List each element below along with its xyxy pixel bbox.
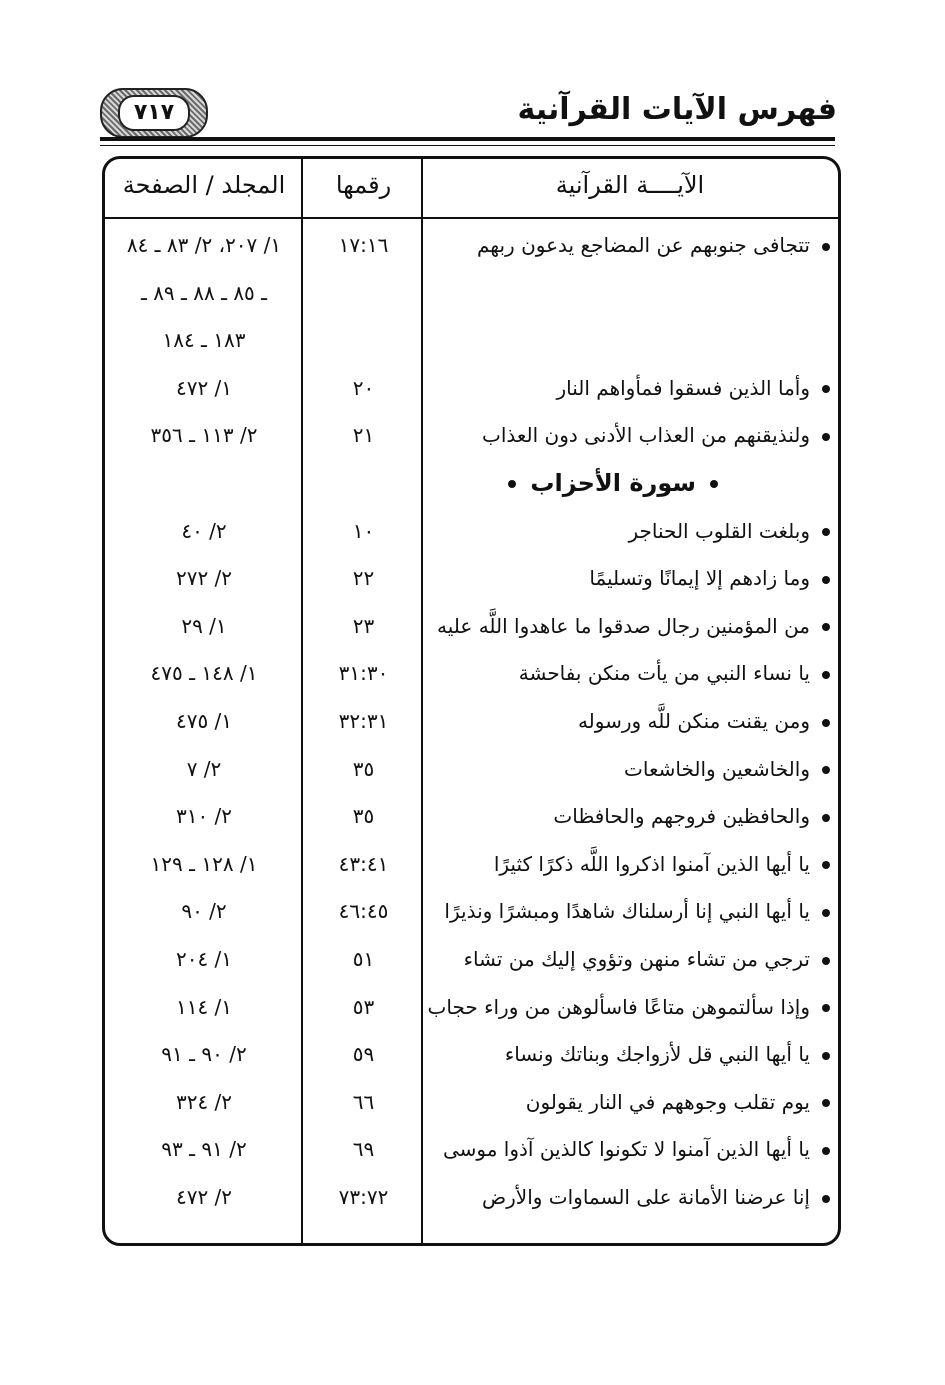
ayah-cell: [440, 1042, 830, 1066]
ayah-text: ولنذيقنهم من العذاب الأدنى دون العذاب: [482, 423, 810, 448]
ayah-cell: [440, 1090, 830, 1114]
ayah-number-cell: ٣٥: [352, 804, 375, 829]
ayah-number-cell: ٥٣: [352, 994, 375, 1019]
ayah-text: يا أيها الذين آمنوا لا تكونوا كالذين آذوا موسى: [442, 1137, 810, 1162]
table-row: [105, 1034, 838, 1082]
table-row: [105, 987, 838, 1035]
ayah-cell: [440, 566, 830, 590]
volume-page-cell: ٢/ ١١٣ ـ ٣٥٦: [150, 423, 258, 448]
ayah-cell: [440, 947, 830, 971]
ayah-number-cell: ١٧:١٦: [338, 233, 389, 257]
ayah-cell: [440, 1185, 830, 1209]
volume-page-cell: ١/ ١٤٨ ـ ٤٧٥: [150, 661, 258, 686]
table-row: [105, 844, 838, 892]
volume-page-cell: ١/ ٢٠٧، ٢/ ٨٣ ـ ٨٤: [126, 233, 282, 257]
bullet-icon: [822, 1052, 830, 1060]
bullet-icon: [822, 909, 830, 917]
ayah-cell: [440, 661, 830, 685]
ayah-text: ترجي من تشاء منهن وتؤوي إليك من تشاء: [463, 947, 810, 971]
ayah-number-cell: ٣١:٣٠: [338, 661, 389, 686]
ayah-text: من المؤمنين رجال صدقوا ما عاهدوا اللَّه عليه: [437, 613, 810, 638]
surah-heading: [508, 469, 718, 497]
volume-page-cell: ٢/ ٩٠ ـ ٩١: [161, 1042, 247, 1067]
surah-heading-row: [105, 463, 838, 511]
bullet-icon: [822, 1195, 830, 1203]
header-rule-thin: [100, 145, 835, 146]
ayah-cell: [440, 1137, 830, 1161]
ayah-text: وأما الذين فسقوا فمأواهم النار: [556, 375, 810, 400]
volume-page-cell: ٢/ ٩١ ـ ٩٣: [161, 1137, 247, 1162]
bullet-icon: [822, 1099, 830, 1107]
bullet-icon: [710, 480, 718, 488]
volume-page-cell: ٢/ ٣٢٤: [175, 1089, 233, 1114]
volume-page-cell: ٢/ ٩٠: [181, 899, 227, 924]
volume-page-cell: ١/ ١١٤: [175, 994, 233, 1019]
ayah-text: يا أيها النبي إنا أرسلناك شاهدًا ومبشرًا ونذيرًا: [444, 899, 810, 924]
ayah-cell: [440, 709, 830, 733]
bullet-icon: [822, 1004, 830, 1012]
volume-page-cell: ٢/ ٢٧٢: [175, 566, 233, 591]
ayah-cell: [440, 804, 830, 828]
column-header-ayah: الآيــــة القرآنية: [555, 171, 705, 199]
ayah-cell: [440, 376, 830, 400]
table-row: [105, 891, 838, 939]
volume-page-cell: ٢/ ٤٧٢: [175, 1185, 233, 1209]
ayah-text: والخاشعين والخاشعات: [624, 756, 810, 781]
volume-page-cell: ١/ ٤٧٢: [175, 375, 233, 400]
table-row: [105, 1177, 838, 1225]
ayah-number-cell: ٢٢: [352, 566, 375, 591]
table-row: [105, 368, 838, 416]
bullet-icon: [822, 719, 830, 727]
volume-page-cell: ١/ ٢٠٤: [175, 947, 233, 971]
ayah-number-cell: ٧٣:٧٢: [338, 1185, 389, 1209]
ayah-number-cell: ١٠: [352, 518, 375, 543]
ayah-text: تتجافى جنوبهم عن المضاجع يدعون ربهم: [476, 233, 810, 257]
table-row: [105, 1082, 838, 1130]
ayah-number-cell: ٤٦:٤٥: [338, 899, 389, 924]
table-row: [105, 653, 838, 701]
ayah-number-cell: ٤٣:٤١: [338, 851, 389, 876]
header-rule-thick: [100, 137, 835, 141]
ayah-text: إنا عرضنا الأمانة على السماوات والأرض: [481, 1185, 810, 1209]
bullet-icon: [822, 766, 830, 774]
table-row: [105, 273, 838, 321]
table-row: [105, 749, 838, 797]
ayah-cell: [440, 233, 830, 257]
bullet-icon: [508, 480, 516, 488]
ayah-number-cell: ٦٦: [352, 1089, 375, 1114]
ayah-cell: [440, 423, 830, 447]
ayah-text: يا نساء النبي من يأت منكن بفاحشة: [518, 661, 810, 686]
ayah-text: يوم تقلب وجوههم في النار يقولون: [525, 1089, 810, 1114]
column-header-location: المجلد / الصفحة: [122, 171, 286, 199]
ayah-cell: [437, 613, 830, 638]
ayah-cell: [440, 852, 830, 876]
ayah-text: يا أيها الذين آمنوا اذكروا اللَّه ذكرًا كثيرًا: [493, 851, 810, 876]
ayah-text: وبلغت القلوب الحناجر: [628, 518, 810, 543]
table-row: [105, 606, 838, 654]
page-header-title: فهرس الآيات القرآنية: [517, 92, 837, 127]
volume-page-cell: ١/ ١٢٨ ـ ١٢٩: [150, 851, 258, 876]
ayah-number-cell: ٢١: [352, 423, 375, 448]
ayah-number-cell: ٥٩: [352, 1042, 375, 1067]
bullet-icon: [822, 243, 830, 251]
bullet-icon: [822, 1147, 830, 1155]
bullet-icon: [822, 957, 830, 965]
ayah-number-cell: ٦٩: [352, 1137, 375, 1162]
ayah-text: وما زادهم إلا إيمانًا وتسليمًا: [589, 566, 810, 591]
header-divider: [105, 217, 838, 219]
ayah-text: ومن يقنت منكن للَّه ورسوله: [577, 709, 810, 733]
surah-name: سورة الأحزاب: [530, 469, 696, 497]
table-row: [105, 701, 838, 749]
table-row: [105, 511, 838, 559]
table-row: [105, 796, 838, 844]
page-number: ٧١٧: [118, 95, 190, 131]
bullet-icon: [822, 623, 830, 631]
table-row: [105, 558, 838, 606]
ayah-text: يا أيها النبي قل لأزواجك وبناتك ونساء: [504, 1042, 810, 1067]
volume-page-cell: ـ ٨٥ ـ ٨٨ ـ ٨٩ ـ: [140, 280, 268, 305]
ayah-text: وإذا سألتموهن متاعًا فاسألوهن من وراء حجاب: [427, 994, 810, 1019]
table-row: [105, 1129, 838, 1177]
table-row: [105, 939, 838, 987]
bullet-icon: [822, 861, 830, 869]
bullet-icon: [822, 433, 830, 441]
ayah-number-cell: ٥١: [352, 947, 375, 971]
table-row: [105, 415, 838, 463]
table-row: [105, 320, 838, 368]
volume-page-cell: ١/ ٤٧٥: [175, 709, 233, 733]
ayah-cell: [440, 757, 830, 781]
volume-page-cell: ٢/ ٣١٠: [175, 804, 233, 829]
volume-page-cell: ١/ ٢٩: [181, 613, 227, 638]
page-number-badge: [100, 88, 208, 138]
ayah-cell: [440, 899, 830, 923]
ayah-number-cell: ٣٢:٣١: [338, 709, 389, 733]
bullet-icon: [822, 814, 830, 822]
bullet-icon: [822, 671, 830, 679]
ayah-cell: [440, 519, 830, 543]
ayah-number-cell: ٢٣: [352, 613, 375, 638]
volume-page-cell: ٢/ ٤٠: [181, 518, 227, 543]
ayah-number-cell: ٣٥: [352, 756, 375, 781]
bullet-icon: [822, 528, 830, 536]
index-table: [102, 156, 841, 1246]
ayah-number-cell: ٢٠: [352, 375, 375, 400]
volume-page-cell: ١٨٣ ـ ١٨٤: [162, 328, 246, 353]
column-header-number: رقمها: [335, 171, 392, 199]
volume-page-cell: ٢/ ٧: [186, 756, 222, 781]
ayah-text: والحافظين فروجهم والحافظات: [553, 804, 810, 829]
table-row: [105, 225, 838, 273]
bullet-icon: [822, 576, 830, 584]
bullet-icon: [822, 385, 830, 393]
ayah-cell: [427, 994, 830, 1019]
